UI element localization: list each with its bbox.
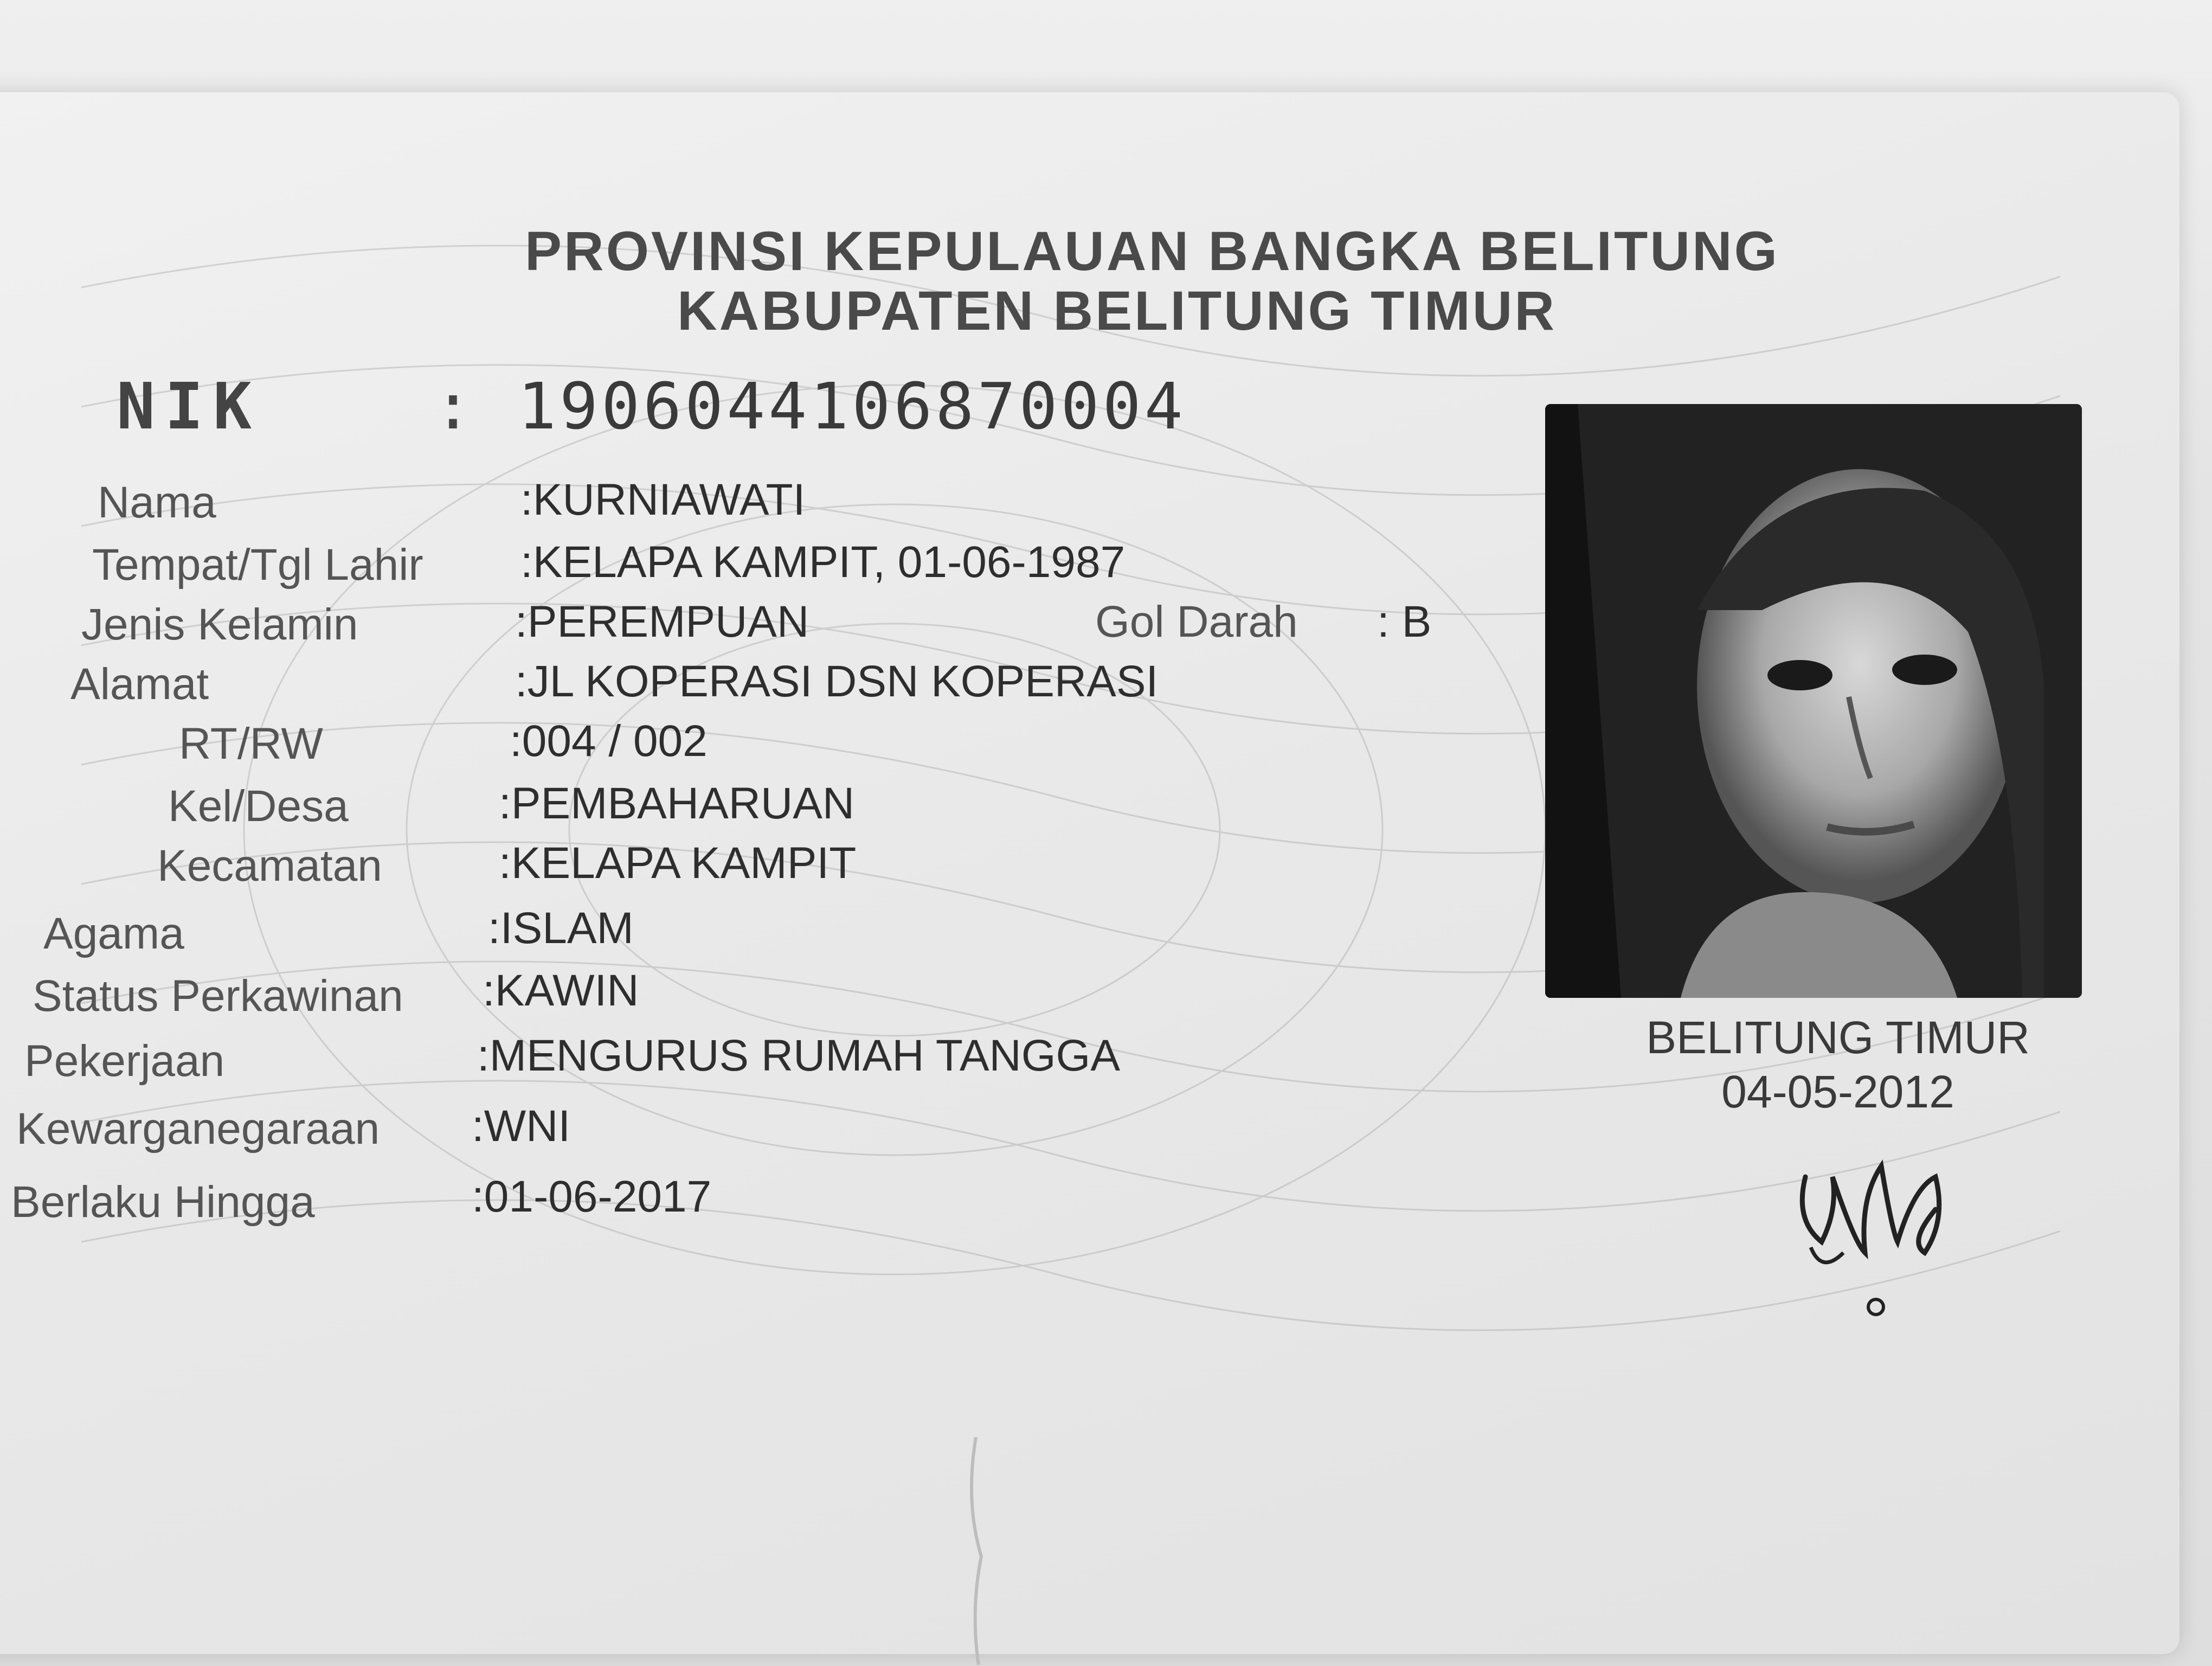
field-label-alamat: Alamat	[70, 659, 209, 709]
field-label-nama: Nama	[98, 478, 216, 527]
portrait-photo-icon	[1545, 404, 2082, 998]
field-label-rt-rw: RT/RW	[179, 719, 323, 768]
field-label-pekerjaan: Pekerjaan	[24, 1036, 225, 1086]
issue-date: 04-05-2012	[1721, 1066, 1954, 1117]
nik-value: 1906044106870004	[518, 369, 1186, 444]
issue-place: BELITUNG TIMUR	[1646, 1012, 2030, 1063]
field-label-berlaku-hingga: Berlaku Hingga	[11, 1177, 315, 1227]
field-value-rt-rw: :004 / 002	[510, 716, 708, 766]
field-value-kecamatan: :KELAPA KAMPIT	[499, 838, 857, 888]
field-value-pekerjaan: :MENGURUS RUMAH TANGGA	[477, 1031, 1121, 1080]
field-value-agama: :ISLAM	[488, 904, 634, 953]
nik-label: NIK	[117, 369, 262, 444]
regency-header: KABUPATEN BELITUNG TIMUR	[677, 280, 1557, 342]
field-label-agama: Agama	[43, 909, 184, 958]
field-value-berlaku-hingga: :01-06-2017	[472, 1172, 712, 1221]
field-value-kel-desa: :PEMBAHARUAN	[499, 779, 855, 828]
field-label-tempat-tgl-lahir: Tempat/Tgl Lahir	[92, 540, 423, 589]
field-label-kel-desa: Kel/Desa	[168, 781, 349, 831]
field-value-status-perkawinan: :KAWIN	[483, 966, 639, 1015]
field-label-kewarganegaraan: Kewarganegaraan	[16, 1104, 380, 1154]
field-label-kecamatan: Kecamatan	[157, 841, 382, 890]
blood-type-value: : B	[1377, 597, 1432, 646]
field-label-jenis-kelamin: Jenis Kelamin	[81, 600, 358, 649]
province-header: PROVINSI KEPULAUAN BANGKA BELITUNG	[525, 220, 1779, 282]
field-value-tempat-tgl-lahir: :KELAPA KAMPIT, 01-06-1987	[520, 537, 1126, 587]
blood-type-label: Gol Darah	[1095, 597, 1298, 646]
field-label-status-perkawinan: Status Perkawinan	[33, 971, 403, 1021]
nik-colon: :	[434, 369, 473, 444]
field-value-jenis-kelamin: :PEREMPUAN	[515, 597, 809, 646]
field-value-nama: :KURNIAWATI	[520, 475, 806, 524]
signature-icon	[1773, 1112, 1979, 1318]
field-value-alamat: :JL KOPERASI DSN KOPERASI	[515, 657, 1159, 706]
crease-mark	[954, 1437, 998, 1665]
field-value-kewarganegaraan: :WNI	[472, 1101, 571, 1151]
